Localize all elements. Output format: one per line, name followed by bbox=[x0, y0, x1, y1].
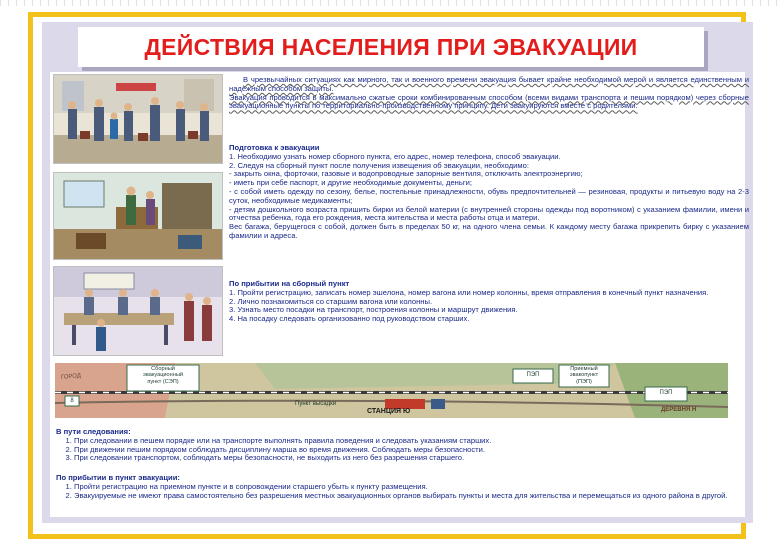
map-label-pep-line-1: Приемный bbox=[570, 366, 598, 372]
route-item: 2. При движении пешим порядком соблюдать дисциплину марша во время движения. Соблюдать меры безопасности. bbox=[74, 446, 746, 455]
arrival-item: 1. Пройти регистрацию, записать номер эшелона, номер вагона или номер колонны, время отправления в конечный пункт назначения. bbox=[229, 287, 709, 297]
illustration-packing bbox=[53, 172, 223, 260]
prep-section bbox=[229, 144, 749, 241]
route-list bbox=[56, 437, 746, 463]
map-label-pep-b: ПЭП bbox=[659, 390, 673, 396]
map-label-village: ДЕРЕВНЯ Н bbox=[661, 407, 697, 413]
map-label-number: 8 bbox=[70, 398, 74, 404]
evac-point-item: 2. Эвакуируемые не имеют права самостоятельно без разрешения местных эвакуационных органов выбирать пункты и места для жительства и перемещаться из одного района в другой. bbox=[74, 492, 746, 501]
map-label-sep-line-1: Сборный bbox=[151, 366, 175, 372]
arrival-item: 4. На посадку следовать организованно под руководством старших. bbox=[229, 314, 470, 324]
arrival-item: 2. Лично познакомиться со старшим вагона или колонны. bbox=[229, 296, 433, 306]
evac-point-heading: По прибытии в пункт эвакуации: bbox=[56, 473, 180, 482]
intro-paragraph-2: Эвакуация проводится в максимально сжатые сроки комбинированным способом (всеми видами транспорта и пешим порядком) через сборные эвакуационные пункты по территориально-производственному принципу. Дети эвакуируются вместе с родителями. bbox=[229, 92, 749, 111]
map-label-sep-line-2: эвакуационный bbox=[143, 372, 183, 379]
route-heading: В пути следования: bbox=[56, 427, 131, 436]
ruler bbox=[0, 0, 784, 6]
prep-item: - закрыть окна, форточки, газовые и водопроводные запорные вентиля, отключить электроэнергию; bbox=[229, 169, 583, 179]
route-section bbox=[56, 428, 746, 463]
evac-point-item: 1. Пройти регистрацию на приемном пункте и в сопровождении старшего убыть к пункту размещения. bbox=[74, 483, 746, 492]
map-label-pep-a: ПЭП bbox=[526, 372, 540, 378]
prep-item: - с собой иметь одежду по сезону, белье, постельные принадлежности, обувь предпочтительней — резиновая, продукты и питьевую воду на 2-3 суток, необходимые медикаменты; bbox=[229, 186, 749, 205]
map-label-pep bbox=[561, 366, 607, 385]
evac-point-section bbox=[56, 474, 746, 500]
map-label-pep-line-2: эвакопункт bbox=[569, 372, 599, 379]
map-label-station: СТАНЦИЯ Ю bbox=[367, 408, 411, 415]
evacuation-route-map bbox=[55, 363, 728, 418]
title-box bbox=[78, 27, 704, 67]
prep-item: - детям дошкольного возраста пришить бирки из белой материи (с внутренней стороны одежды под воротником) с указанием фамилии, имени и отчества ребенка, года его рождения, места жительства и места работы отца и матери. bbox=[229, 204, 749, 223]
prep-item: 2. Следуя на сборный пункт после получения извещения об эвакуации, необходимо: bbox=[229, 160, 529, 170]
page-title: ДЕЙСТВИЯ НАСЕЛЕНИЯ ПРИ ЭВАКУАЦИИ bbox=[144, 33, 638, 60]
arrival-item: 3. Узнать место посадки на транспорт, построения колонны и маршрут движения. bbox=[229, 305, 518, 315]
prep-item: Вес багажа, берущегося с собой, должен быть в пределах 50 кг, на одного члена семьи. К каждому месту багажа прикрепить бирку с указанием фамилии и адреса. bbox=[229, 222, 749, 240]
prep-item: - иметь при себе паспорт, и другие необходимые документы, деньги; bbox=[229, 178, 472, 188]
route-item: 3. При следовании транспортом, соблюдать меры безопасности, не выходить из него без разрешения старшего. bbox=[74, 454, 746, 463]
illustration-registration bbox=[53, 266, 223, 356]
route-item: 1. При следовании в пешем порядке или на транспорте выполнять правила поведения и следовать указаниям старших. bbox=[74, 437, 746, 446]
map-label-unload: Пункт высадки bbox=[295, 401, 337, 407]
map-label-sep bbox=[129, 366, 197, 385]
arrival-heading: По прибытии на сборный пункт bbox=[229, 279, 350, 288]
intro-text bbox=[229, 76, 749, 111]
prep-item: 1. Необходимо узнать номер сборного пункта, его адрес, номер телефона, способ эвакуации. bbox=[229, 151, 561, 161]
prep-heading: Подготовка к эвакуации bbox=[229, 143, 320, 152]
arrival-section bbox=[229, 280, 749, 324]
map-label-pep-line-3: (ПЭП) bbox=[576, 378, 592, 385]
map-label-city: ГОРОД bbox=[60, 373, 82, 381]
illustration-crowd-station bbox=[53, 74, 223, 164]
intro-paragraph-1: В чрезвычайных ситуациях как мирного, так и военного времени эвакуация бывает крайне необходимой мерой и является единственным и надежным способом защиты. bbox=[229, 75, 749, 93]
map-label-sep-line-3: пункт (СЭП) bbox=[147, 378, 179, 385]
evac-point-list bbox=[56, 483, 746, 501]
